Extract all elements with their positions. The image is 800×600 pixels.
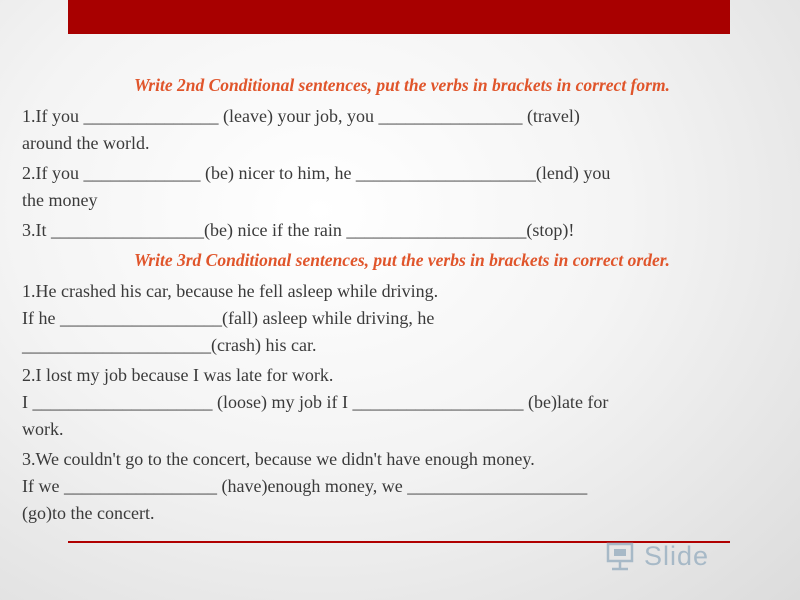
heading-second-conditional: Write 2nd Conditional sentences, put the verbs in brackets in correct form. (134, 75, 670, 95)
exercise-item (22, 217, 782, 244)
exercise-item (22, 278, 782, 359)
header-bar (68, 0, 730, 34)
exercise-line: I ____________________ (loose) my job if I ___________________ (be)late for (22, 392, 609, 412)
exercise-line: 2.I lost my job because I was late for work. (22, 365, 334, 385)
exercise-line: 3.We couldn't go to the concert, because we didn't have enough money. (22, 449, 535, 469)
exercise-line: 1.He crashed his car, because he fell asleep while driving. (22, 281, 439, 301)
exercise-line: If we _________________ (have)enough money, we ____________________ (22, 476, 588, 496)
slide-content (22, 72, 782, 530)
exercise-line: work. (22, 419, 64, 439)
exercise-item (22, 446, 782, 527)
watermark-logo (606, 541, 766, 571)
exercise-line: _____________________(crash) his car. (22, 335, 317, 355)
exercise-item (22, 362, 782, 443)
exercise-item (22, 103, 782, 157)
exercise-item (22, 160, 782, 214)
exercise-line: If he __________________(fall) asleep while driving, he (22, 308, 435, 328)
exercise-line: (go)to the concert. (22, 503, 155, 523)
exercise-line: the money (22, 190, 98, 210)
logo-text: Slide (644, 540, 710, 571)
heading-third-conditional: Write 3rd Conditional sentences, put the verbs in brackets in correct order. (134, 250, 670, 270)
exercise-line: 2.If you _____________ (be) nicer to him, he ____________________(lend) you (22, 163, 611, 183)
exercise-line: around the world. (22, 133, 150, 153)
exercise-line: 3.It _________________(be) nice if the rain ____________________(stop)! (22, 220, 575, 240)
exercise-line: 1.If you _______________ (leave) your job, you ________________ (travel) (22, 106, 580, 126)
presentation-icon (606, 541, 640, 571)
